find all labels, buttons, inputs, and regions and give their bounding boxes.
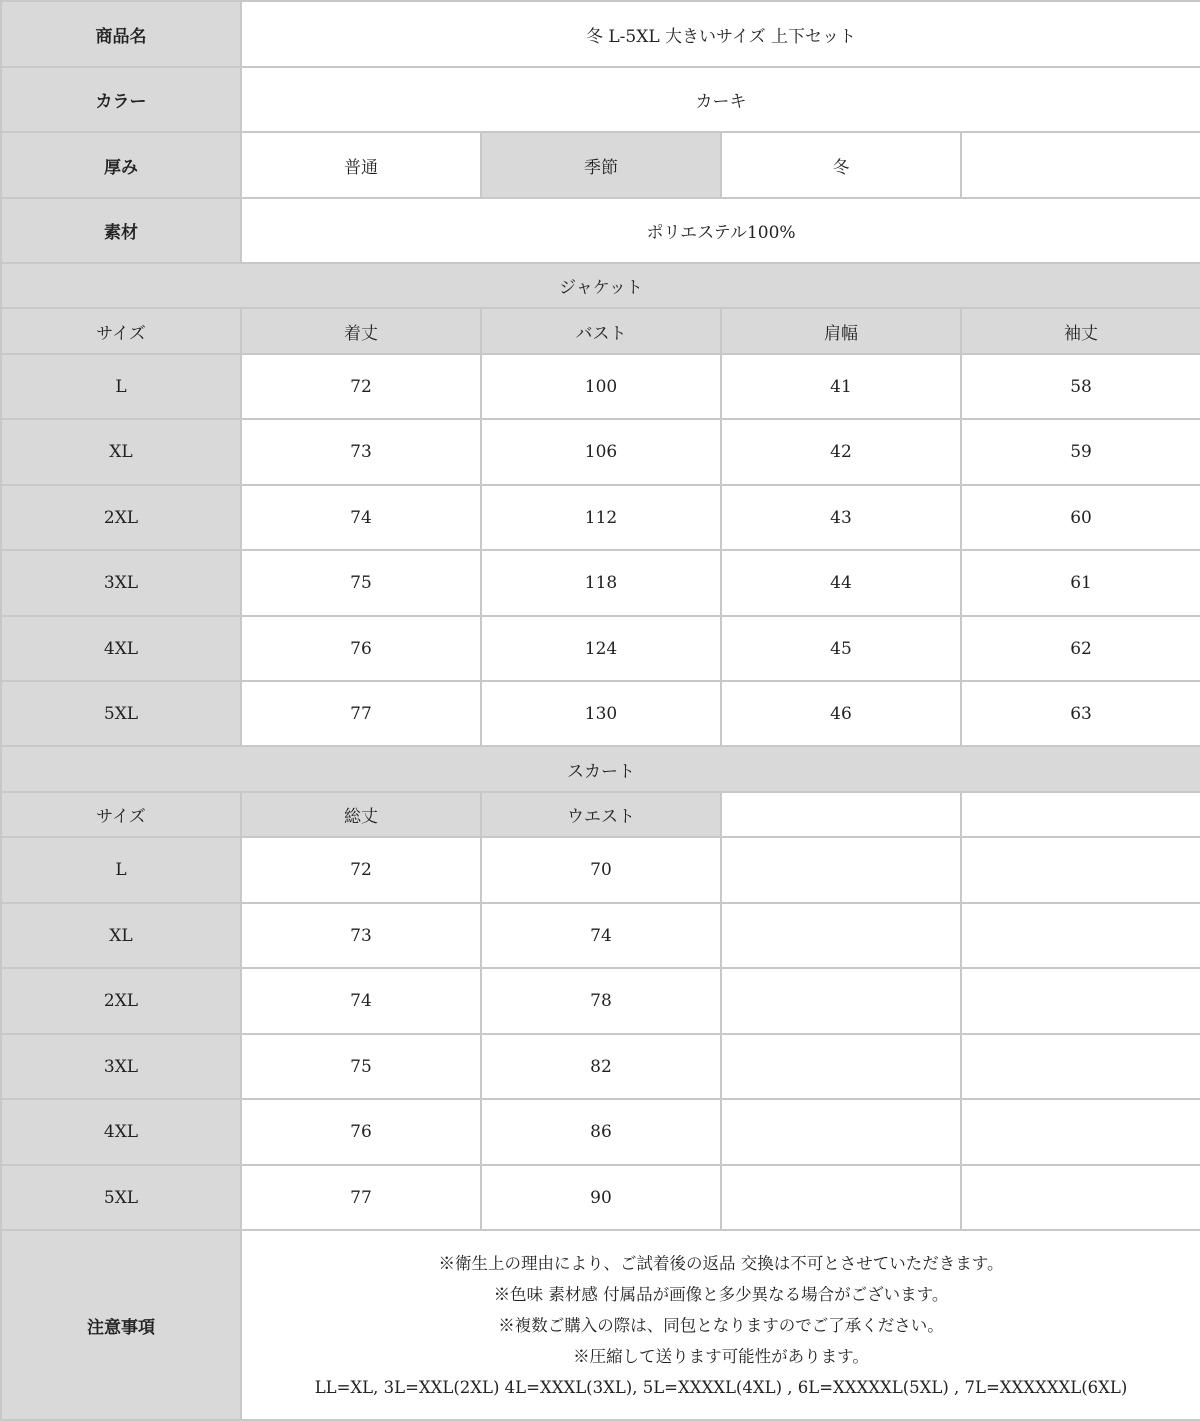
length-cell: 73 [241,903,481,968]
size-cell: 2XL [1,485,241,550]
waist-cell: 70 [481,837,721,903]
table-row [1,1034,1200,1099]
table-row [1,968,1200,1034]
length-cell: 77 [241,681,481,746]
length-cell: 76 [241,1099,481,1165]
table-row [1,485,1200,550]
jacket-header-length: 着丈 [241,308,481,354]
shoulder-cell: 43 [721,485,961,550]
size-cell: 4XL [1,1099,241,1165]
table-row [1,681,1200,746]
shoulder-cell: 46 [721,681,961,746]
note-line: ※複数ご購入の際は、同包となりますのでご了承ください。 [498,1315,944,1335]
note-line: ※色味 素材感 付属品が画像と多少異なる場合がございます。 [493,1284,949,1304]
length-cell: 74 [241,968,481,1034]
sleeve-cell: 60 [961,485,1200,550]
size-cell: 5XL [1,681,241,746]
jacket-header-shoulder: 肩幅 [721,308,961,354]
empty-cell [721,1099,961,1165]
sleeve-cell: 61 [961,550,1200,616]
bust-cell: 124 [481,616,721,681]
product-name-row [1,1,1200,67]
empty-cell [721,837,961,903]
jacket-header-size: サイズ [1,308,241,354]
notes-content [241,1230,1200,1420]
jacket-header-sleeve: 袖丈 [961,308,1200,354]
empty-cell [721,903,961,968]
size-cell: XL [1,903,241,968]
note-line: ※衛生上の理由により、ご試着後の返品 交換は不可とさせていただきます。 [438,1253,1004,1273]
length-cell: 74 [241,485,481,550]
sleeve-cell: 58 [961,354,1200,419]
length-cell: 76 [241,616,481,681]
note-line: ※圧縮して送ります可能性があります。 [573,1346,869,1366]
empty-cell [961,1099,1200,1165]
table-row [1,354,1200,419]
thickness-label: 厚み [1,132,241,198]
notes-row [1,1230,1200,1420]
sleeve-cell: 62 [961,616,1200,681]
length-cell: 77 [241,1165,481,1230]
bust-cell: 100 [481,354,721,419]
empty-cell [961,1034,1200,1099]
bust-cell: 130 [481,681,721,746]
size-cell: L [1,837,241,903]
waist-cell: 90 [481,1165,721,1230]
bust-cell: 106 [481,419,721,485]
skirt-section-row [1,746,1200,792]
table-row [1,903,1200,968]
empty-cell [721,968,961,1034]
size-cell: 3XL [1,550,241,616]
product-name-value: 冬 L-5XL 大きいサイズ 上下セット [241,1,1200,67]
shoulder-cell: 42 [721,419,961,485]
empty-cell [721,792,961,837]
season-value: 冬 [721,132,961,198]
material-value: ポリエステル100% [241,198,1200,263]
size-cell: 3XL [1,1034,241,1099]
size-cell: 2XL [1,968,241,1034]
bust-cell: 112 [481,485,721,550]
waist-cell: 78 [481,968,721,1034]
size-cell: 5XL [1,1165,241,1230]
empty-cell [961,968,1200,1034]
waist-cell: 86 [481,1099,721,1165]
shoulder-cell: 44 [721,550,961,616]
length-cell: 72 [241,837,481,903]
notes-list [242,1248,1200,1403]
jacket-section-row [1,263,1200,308]
sleeve-cell: 63 [961,681,1200,746]
table-row [1,837,1200,903]
length-cell: 72 [241,354,481,419]
skirt-header-length: 総丈 [241,792,481,837]
empty-cell [961,132,1200,198]
shoulder-cell: 41 [721,354,961,419]
skirt-header-waist: ウエスト [481,792,721,837]
season-label: 季節 [481,132,721,198]
empty-cell [721,1034,961,1099]
size-conversion-line: LL=XL, 3L=XXL(2XL) 4L=XXXL(3XL), 5L=XXXXL(4XL) , 6L=XXXXXL(5XL) , 7L=XXXXXXL(6XL) [314,1377,1128,1397]
sleeve-cell: 59 [961,419,1200,485]
table-row [1,1165,1200,1230]
notes-label: 注意事項 [1,1230,241,1420]
length-cell: 73 [241,419,481,485]
length-cell: 75 [241,550,481,616]
color-label: カラー [1,67,241,132]
thickness-value: 普通 [241,132,481,198]
length-cell: 75 [241,1034,481,1099]
size-cell: XL [1,419,241,485]
shoulder-cell: 45 [721,616,961,681]
jacket-header-row [1,308,1200,354]
skirt-header-row [1,792,1200,837]
table-row [1,1099,1200,1165]
empty-cell [961,837,1200,903]
bust-cell: 118 [481,550,721,616]
product-name-label: 商品名 [1,1,241,67]
skirt-header-size: サイズ [1,792,241,837]
empty-cell [961,903,1200,968]
waist-cell: 82 [481,1034,721,1099]
material-row [1,198,1200,263]
size-cell: L [1,354,241,419]
empty-cell [961,792,1200,837]
thickness-season-row [1,132,1200,198]
material-label: 素材 [1,198,241,263]
table-row [1,616,1200,681]
color-row [1,67,1200,132]
empty-cell [961,1165,1200,1230]
table-row [1,550,1200,616]
color-value: カーキ [241,67,1200,132]
empty-cell [721,1165,961,1230]
jacket-section-title: ジャケット [1,263,1200,308]
waist-cell: 74 [481,903,721,968]
jacket-header-bust: バスト [481,308,721,354]
skirt-section-title: スカート [1,746,1200,792]
table-row [1,419,1200,485]
size-cell: 4XL [1,616,241,681]
